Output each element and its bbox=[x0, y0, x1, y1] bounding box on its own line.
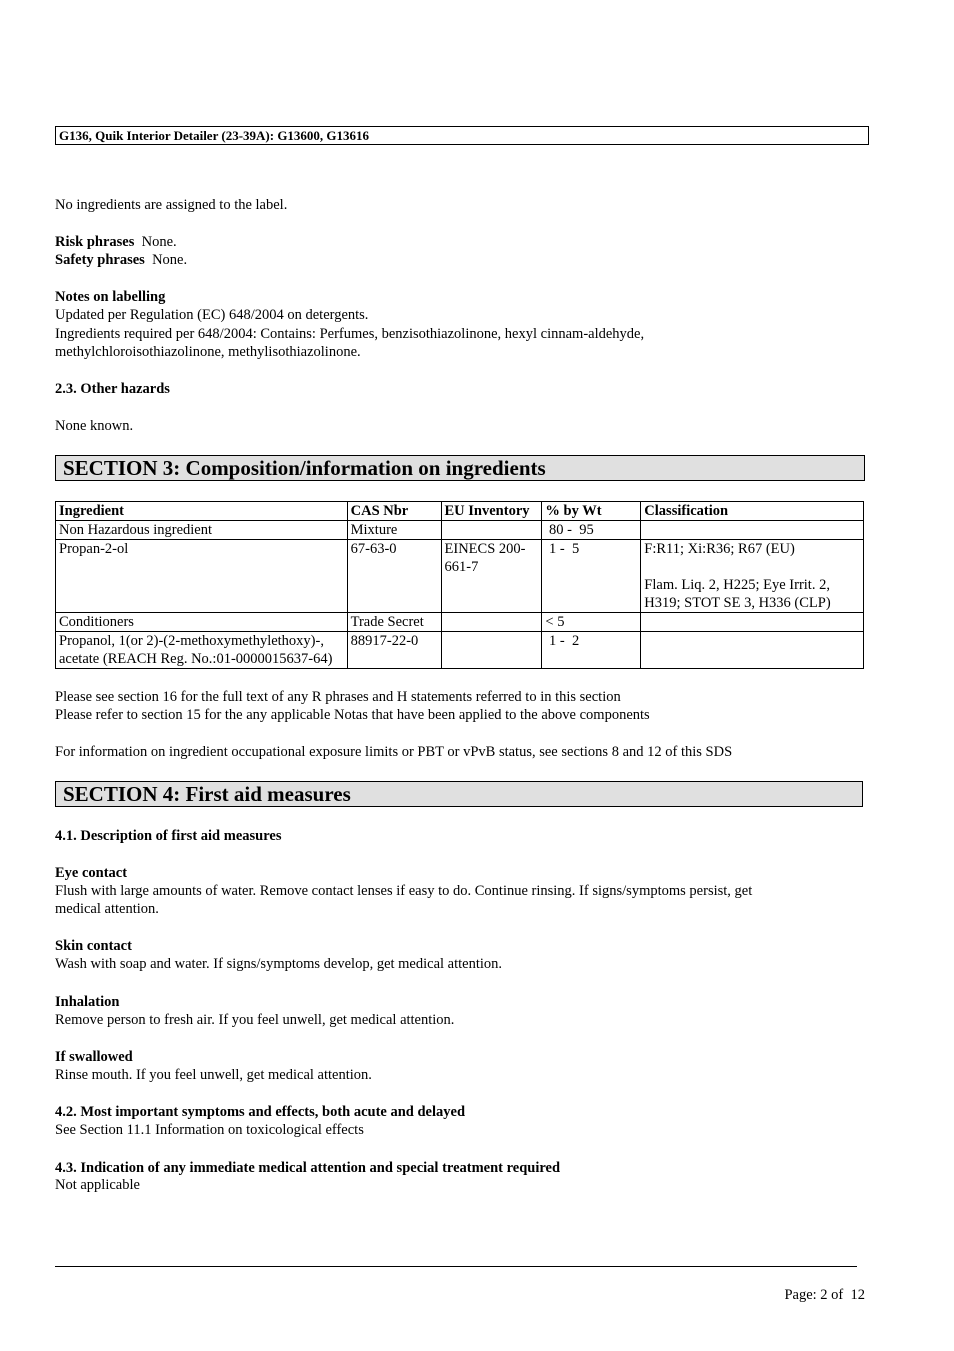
swallowed-heading: If swallowed bbox=[55, 1049, 133, 1065]
no-ingredients-text: No ingredients are assigned to the label. bbox=[55, 197, 288, 213]
skin-contact-heading: Skin contact bbox=[55, 938, 132, 954]
col-cas: CAS Nbr bbox=[347, 502, 441, 521]
skin-contact-text: Wash with soap and water. If signs/symptoms develop, get medical attention. bbox=[55, 956, 503, 972]
cell-wt: < 5 bbox=[542, 613, 641, 632]
cell-eu: EINECS 200-661-7 bbox=[441, 540, 542, 613]
col-classification: Classification bbox=[641, 502, 864, 521]
cell-cas: Mixture bbox=[347, 521, 441, 540]
document-header-product: G136, Quik Interior Detailer (23-39A): G13600, G13616 bbox=[55, 126, 869, 145]
section4-title: SECTION 4: First aid measures bbox=[55, 781, 863, 807]
page-number: Page: 2 of 12 bbox=[784, 1287, 865, 1303]
safety-phrases-label: Safety phrases bbox=[55, 252, 145, 268]
cell-classification bbox=[641, 613, 864, 632]
subsection-4-3-text: Not applicable bbox=[55, 1177, 140, 1193]
cell-classification bbox=[641, 632, 864, 669]
cell-ingredient: Conditioners bbox=[56, 613, 348, 632]
section3-note-1: Please see section 16 for the full text of any R phrases and H statements referred to in this section bbox=[55, 689, 621, 705]
subsection-4-2-text: See Section 11.1 Information on toxicological effects bbox=[55, 1122, 364, 1138]
cell-ingredient: Non Hazardous ingredient bbox=[56, 521, 348, 540]
cell-cas: 67-63-0 bbox=[347, 540, 441, 613]
other-hazards-heading: 2.3. Other hazards bbox=[55, 381, 170, 397]
table-header-row bbox=[56, 502, 864, 521]
notes-line-2: Ingredients required per 648/2004: Contains: Perfumes, benzisothiazolinone, hexyl cinnam-aldehyde, bbox=[55, 326, 645, 342]
subsection-4-3-heading: 4.3. Indication of any immediate medical attention and special treatment required bbox=[55, 1160, 561, 1176]
cell-ingredient: Propan-2-ol bbox=[56, 540, 348, 613]
notes-line-1: Updated per Regulation (EC) 648/2004 on detergents. bbox=[55, 307, 369, 323]
risk-phrases bbox=[55, 233, 177, 251]
subsection-4-1-heading: 4.1. Description of first aid measures bbox=[55, 828, 282, 844]
table-row bbox=[56, 521, 864, 540]
cell-wt: 80 - 95 bbox=[542, 521, 641, 540]
cell-cas: 88917-22-0 bbox=[347, 632, 441, 669]
cell-classification bbox=[641, 521, 864, 540]
notes-labelling-heading: Notes on labelling bbox=[55, 289, 166, 305]
inhalation-heading: Inhalation bbox=[55, 994, 120, 1010]
classification-clp: Flam. Liq. 2, H225; Eye Irrit. 2, H319; STOT SE 3, H336 (CLP) bbox=[644, 577, 831, 611]
col-eu-inventory: EU Inventory bbox=[441, 502, 542, 521]
cell-wt: 1 - 2 bbox=[542, 632, 641, 669]
cell-eu bbox=[441, 521, 542, 540]
eye-contact-line-1: Flush with large amounts of water. Remove contact lenses if easy to do. Continue rinsing. If signs/symptoms persist, get bbox=[55, 883, 753, 899]
risk-phrases-label: Risk phrases bbox=[55, 234, 135, 250]
classification-eu: F:R11; Xi:R36; R67 (EU) bbox=[644, 541, 795, 557]
table-row bbox=[56, 613, 864, 632]
subsection-4-2-heading: 4.2. Most important symptoms and effects, both acute and delayed bbox=[55, 1104, 466, 1120]
safety-phrases-value: None. bbox=[152, 252, 188, 268]
notes-line-3: methylchloroisothiazolinone, methylisothiazolinone. bbox=[55, 344, 361, 360]
col-ingredient: Ingredient bbox=[56, 502, 348, 521]
footer-divider bbox=[55, 1266, 857, 1267]
cell-ingredient: Propanol, 1(or 2)-(2-methoxymethylethoxy)-, acetate (REACH Reg. No.:01-0000015637-64) bbox=[56, 632, 348, 669]
section3-note-3: For information on ingredient occupational exposure limits or PBT or vPvB status, see sections 8 and 12 of this SDS bbox=[55, 744, 733, 760]
cell-wt: 1 - 5 bbox=[542, 540, 641, 613]
table-row bbox=[56, 632, 864, 669]
table-row bbox=[56, 540, 864, 613]
section3-title: SECTION 3: Composition/information on ingredients bbox=[55, 455, 865, 481]
cell-classification bbox=[641, 540, 864, 613]
eye-contact-heading: Eye contact bbox=[55, 865, 128, 881]
inhalation-text: Remove person to fresh air. If you feel unwell, get medical attention. bbox=[55, 1012, 455, 1028]
cell-cas: Trade Secret bbox=[347, 613, 441, 632]
eye-contact-line-2: medical attention. bbox=[55, 901, 159, 917]
risk-phrases-value: None. bbox=[141, 234, 177, 250]
other-hazards-text: None known. bbox=[55, 418, 134, 434]
cell-eu bbox=[441, 632, 542, 669]
cell-eu bbox=[441, 613, 542, 632]
ingredients-table bbox=[55, 501, 864, 669]
safety-phrases bbox=[55, 251, 187, 269]
section3-note-2: Please refer to section 15 for the any applicable Notas that have been applied to the above components bbox=[55, 707, 650, 723]
swallowed-text: Rinse mouth. If you feel unwell, get medical attention. bbox=[55, 1067, 372, 1083]
col-wt: % by Wt bbox=[542, 502, 641, 521]
